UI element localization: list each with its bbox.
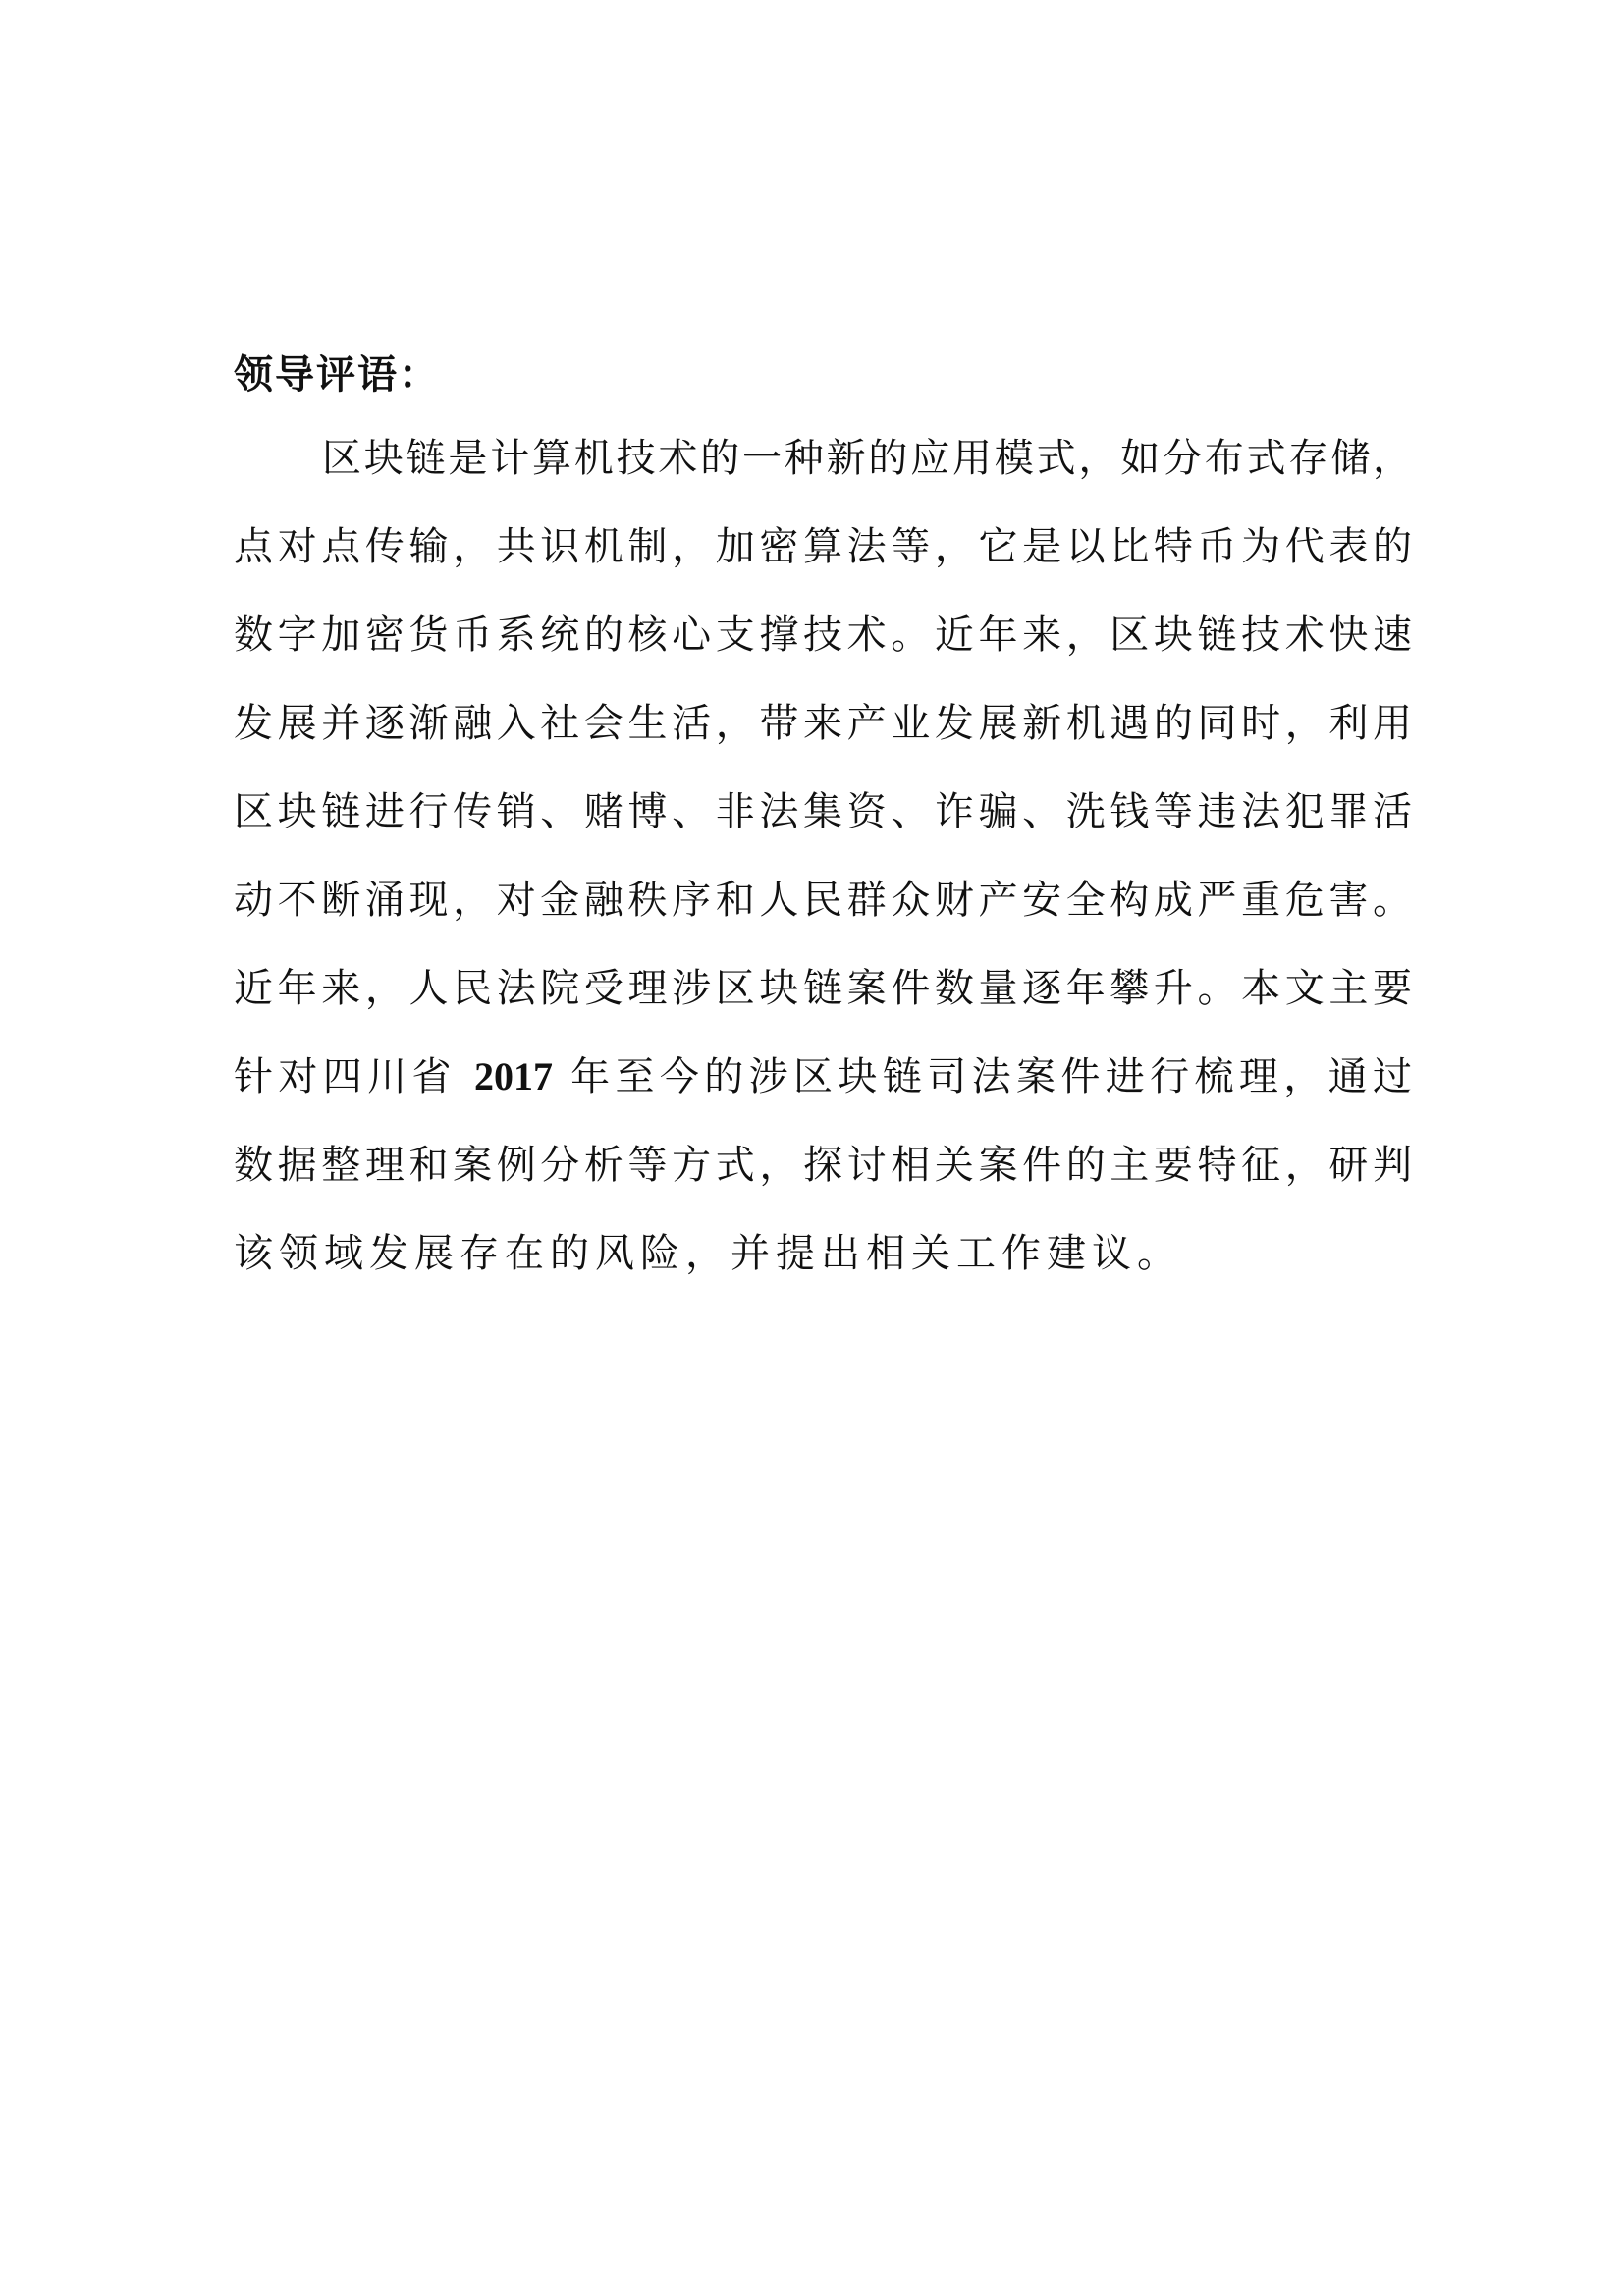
paragraph-line: 区块链是计算机技术的一种新的应用模式，如分布式存储， [322,436,1412,481]
comment-heading: 领导评语： [234,352,440,398]
year-number: 2017 [474,1054,554,1098]
line-prefix: 针对四川省 [234,1054,457,1099]
paragraph-line: 点对点传输，共识机制，加密算法等，它是以比特币为代表的 [234,524,1412,569]
paragraph-line: 近年来，人民法院受理涉区块链案件数量逐年攀升。本文主要 [234,966,1412,1011]
paragraph-line: 数字加密货币系统的核心支撑技术。近年来，区块链技术快速 [234,613,1412,658]
paragraph-line [234,1033,1412,1121]
paragraph-line: 数据整理和案例分析等方式，探讨相关案件的主要特征，研判 [234,1143,1412,1188]
comment-paragraph [234,414,1412,1298]
line-suffix: 年至今的涉区块链司法案件进行梳理，通过 [570,1054,1413,1099]
paragraph-line: 该领域发展存在的风险，并提出相关工作建议。 [234,1231,1182,1276]
paragraph-line: 区块链进行传销、赌博、非法集资、诈骗、洗钱等违法犯罪活 [234,789,1412,834]
paragraph-line: 发展并逐渐融入社会生活，带来产业发展新机遇的同时，利用 [234,701,1412,746]
paragraph-line: 动不断涌现，对金融秩序和人民群众财产安全构成严重危害。 [234,878,1412,923]
